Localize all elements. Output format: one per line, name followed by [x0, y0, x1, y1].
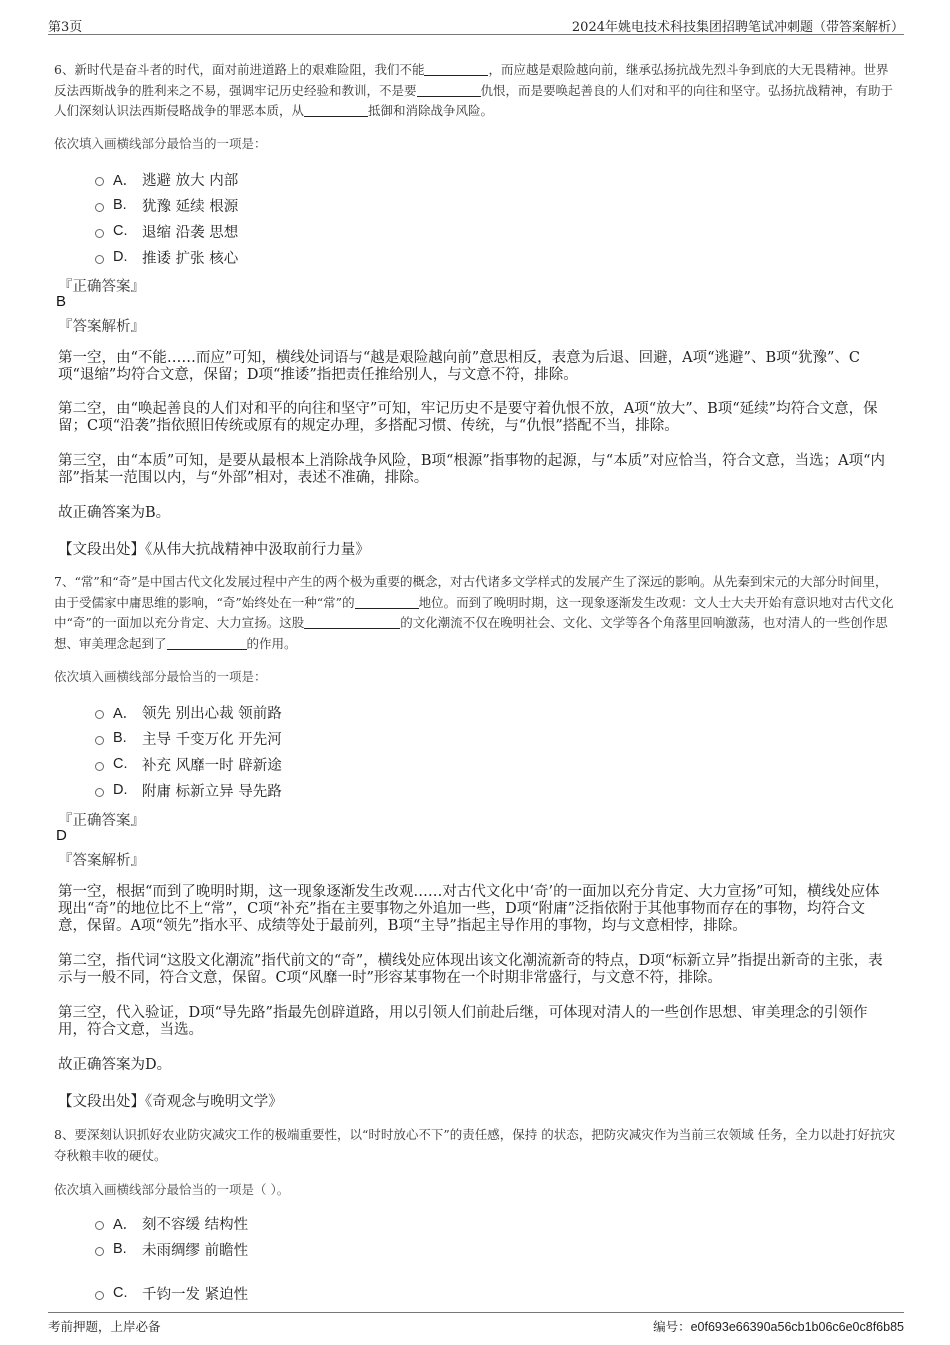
analysis-conclusion: 故正确答案为B。 — [58, 505, 171, 521]
page-footer — [48, 1312, 904, 1335]
radio-icon[interactable] — [95, 1291, 104, 1300]
question-8-text: 8、要深刻认识抓好农业防灾减灾工作的极端重要性，以“时时放心不下”的责任感，保持 的状态，把防灾减灾作为当前三农领域 任务，全力以赴打好抗灾夺秋粮丰收的硬仗。 — [54, 1127, 896, 1163]
option-a[interactable]: A． 逃避 放大 内部 — [95, 166, 238, 192]
option-b[interactable]: B. 犹豫 延续 根源 — [95, 192, 238, 218]
analysis-label: 『答案解析』 — [58, 319, 145, 335]
option-c[interactable]: C. 退缩 沿袭 思想 — [95, 218, 238, 244]
blank-line — [304, 103, 368, 117]
blank-line — [355, 595, 419, 609]
analysis-paragraph: 第一空，根据“而到了晚明时期，这一现象逐渐发生改观……对古代文化中‘奇’的一面加以充分肯定、大力宣扬”可知，横线处应体现出“奇”的地位比不上“常”，C项“补充”指在主要事物之外追加一些，D项“附庸”泛指依附于其他事物而存在的事物，均符合文意，保留。A项“领先”指水平、成绩等处于最前列，B项“主导”指起主导作用的事物，均与文意相悖，排除。 — [58, 884, 880, 934]
blank-line — [417, 83, 481, 97]
radio-icon[interactable] — [95, 229, 104, 238]
option-c[interactable]: C. 补充 风靡一时 辟新途 — [95, 751, 282, 777]
source-citation: 【文段出处】《从伟大抗战精神中汲取前行力量》 — [58, 542, 370, 558]
option-c[interactable]: C. 千钧一发 紧迫性 — [95, 1280, 248, 1306]
analysis-paragraph: 第三空，代入验证，D项“导先路”指最先创辟道路，用以引领人们前赴后继，可体现对清人的一些创作思想、审美理念的引领作用，符合文意，当选。 — [58, 1005, 868, 1038]
analysis-paragraph: 第三空，由“本质”可知，是要从最根本上消除战争风险，B项“根源”指事物的起源，与“本质”对应恰当，符合文意，当选；A项“内部”指某一范围以内，与“外部”相对，表述不准确，排除。 — [58, 453, 886, 486]
radio-icon[interactable] — [95, 762, 104, 771]
option-b[interactable]: B. 主导 千变万化 开先河 — [95, 725, 282, 751]
question-7-prompt: 依次填入画横线部分最恰当的一项是： — [54, 669, 267, 684]
question-7-options — [95, 699, 282, 803]
radio-icon[interactable] — [95, 1247, 104, 1256]
correct-answer-label: 『正确答案』 — [58, 279, 145, 295]
radio-icon[interactable] — [95, 1221, 104, 1230]
page-number: 第3页 — [48, 20, 83, 35]
source-citation: 【文段出处】《奇观念与晚明文学》 — [58, 1094, 283, 1110]
analysis-paragraph: 第二空，由“唤起善良的人们对和平的向往和坚守”可知，牢记历史不是要守着仇恨不放，A项“放大”、B项“延续”均符合文意，保留；C项“沿袭”指依照旧传统或原有的规定办理，多搭配习惯、传统，与“仇恨”搭配不当，排除。 — [58, 401, 878, 434]
radio-icon[interactable] — [95, 710, 104, 719]
page-header — [48, 14, 904, 35]
correct-answer-value: B — [56, 293, 67, 310]
analysis-paragraph: 第一空，由“不能……而应”可知，横线处词语与“越是艰险越向前”意思相反，表意为后退、回避，A项“逃避”、B项“犹豫”、C项“退缩”均符合文意，保留；D项“推诿”指把责任推给别人，与文意不符，排除。 — [58, 350, 861, 383]
question-8-options — [95, 1210, 248, 1306]
question-6-prompt: 依次填入画横线部分最恰当的一项是： — [54, 136, 267, 151]
footer-slogan: 考前押题，上岸必备 — [48, 1319, 161, 1334]
radio-icon[interactable] — [95, 788, 104, 797]
analysis-label: 『答案解析』 — [58, 853, 145, 869]
correct-answer-value: D — [56, 827, 67, 844]
blank-line — [424, 62, 488, 76]
option-a[interactable]: A． 刻不容缓 结构性 — [95, 1210, 248, 1236]
question-6-options — [95, 166, 238, 270]
correct-answer-label: 『正确答案』 — [58, 813, 145, 829]
option-d[interactable]: D. 附庸 标新立异 导先路 — [95, 777, 282, 803]
blank-line — [304, 615, 400, 629]
analysis-conclusion: 故正确答案为D。 — [58, 1057, 172, 1073]
analysis-paragraph: 第二空，指代词“这股文化潮流”指代前文的“奇”，横线处应体现出该文化潮流新奇的特点，D项“标新立异”指提出新奇的主张，表示与一般不同，符合文意，保留。C项“风靡一时”形容某事物在一个时期非常盛行，与文意不符，排除。 — [58, 953, 883, 986]
option-b[interactable]: B. 未雨绸缪 前瞻性 — [95, 1236, 248, 1262]
document-code: 编号：e0f693e66390a56cb1b06c6e0c8f6b85 — [653, 1319, 904, 1334]
document-title: 2024年姚电技术科技集团招聘笔试冲刺题（带答案解析） — [571, 20, 904, 35]
radio-icon[interactable] — [95, 177, 104, 186]
option-d[interactable]: D. 推诿 扩张 核心 — [95, 244, 238, 270]
radio-icon[interactable] — [95, 736, 104, 745]
radio-icon[interactable] — [95, 203, 104, 212]
question-6-text: 6、新时代是奋斗者的时代，面对前进道路上的艰难险阻，我们不能 ，而应越是艰险越向前，继承弘扬抗战先烈斗争到底的大无畏精神。世界反法西斯战争的胜利来之不易，强调牢记历史经验和教训，不是要 仇恨，而是要唤起善良的人们对和平的向往和坚守。弘扬抗战精神，有助于人们深刻认识法西斯侵略战争的罪恶本质，从 抵御和消除战争风险。 — [54, 62, 894, 118]
option-a[interactable]: A． 领先 别出心裁 领前路 — [95, 699, 282, 725]
question-7-text: 7、“常”和“奇”是中国古代文化发展过程中产生的两个极为重要的概念，对古代诸多文学样式的发展产生了深远的影响。从先秦到宋元的大部分时间里，由于受儒家中庸思维的影响，“奇”始终处在一种“常”的 地位。而到了晚明时期，这一现象逐渐发生改观：文人士大夫开始有意识地对古代文化中“奇”的一面加以充分肯定、大力宣扬。这股 的文化潮流不仅在晚明社会、文化、文学等各个角落里回响激荡，也对清人的一些创作思想、审美理念起到了 的作用。 — [54, 574, 894, 651]
question-8-prompt: 依次填入画横线部分最恰当的一项是（ ）。 — [54, 1182, 290, 1197]
blank-line — [167, 636, 247, 650]
radio-icon[interactable] — [95, 255, 104, 264]
